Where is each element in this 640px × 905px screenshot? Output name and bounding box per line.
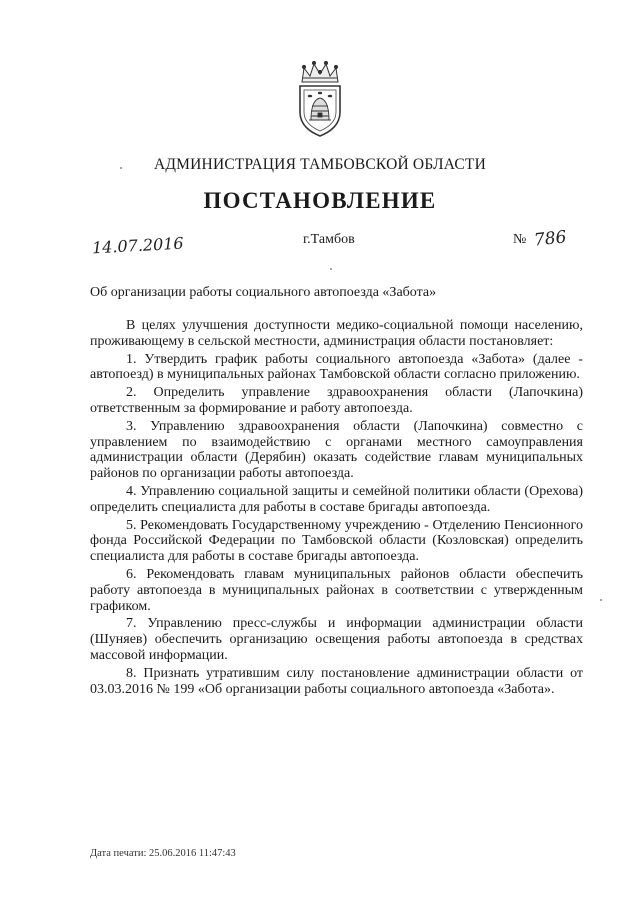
scan-speck <box>600 599 602 601</box>
scan-speck <box>330 268 332 270</box>
document-body <box>90 318 583 699</box>
city: г.Тамбов <box>303 232 355 247</box>
scan-speck <box>120 167 122 169</box>
number-label: № <box>513 232 527 247</box>
paragraph-item-3: 3. Управлению здравоохранения области (Лапочкина) совместно с управлением по взаимодействию с органами местного самоуправления администрации области (Дерябин) оказать содействие главам муниципальных районов по организации работы автопоезда. <box>90 418 583 482</box>
print-date-footer: Дата печати: 25.06.2016 11:47:43 <box>90 848 236 859</box>
paragraph-item-7: 7. Управлению пресс-службы и информации администрации области (Шуняев) обеспечить организацию освещения работы автопоезда в средствах массовой информации. <box>90 616 583 663</box>
paragraph-preamble: В целях улучшения доступности медико-социальной помощи населению, проживающему в сельской местности, администрация области постановляет: <box>90 318 583 349</box>
paragraph-item-2: 2. Определить управление здравоохранения области (Лапочкина) ответственным за формирование и работу автопоезда. <box>90 385 583 416</box>
paragraph-item-8: 8. Признать утратившим силу постановление администрации области от 03.03.2016 № 199 «Об организации работы социального автопоезда «Забота». <box>90 665 583 697</box>
handwritten-number: 786 <box>533 227 568 251</box>
document-type-title: ПОСТАНОВЛЕНИЕ <box>203 188 437 213</box>
paragraph-item-4: 4. Управлению социальной защиты и семейной политики области (Орехова) определить специалиста для работы в составе бригады автопоезда. <box>90 483 583 515</box>
handwritten-date: 14.07.2016 <box>91 233 185 258</box>
document-subject: Об организации работы социального автопоезда «Забота» <box>90 285 437 300</box>
paragraph-item-1: 1. Утвердить график работы социального автопоезда «Забота» (далее - автопоезд) в муниципальных районах Тамбовской области согласно приложению. <box>90 351 583 383</box>
organization-title: АДМИНИСТРАЦИЯ ТАМБОВСКОЙ ОБЛАСТИ <box>154 156 486 173</box>
paragraph-item-5: 5. Рекомендовать Государственному учреждению - Отделению Пенсионного фонда Российской Федерации по Тамбовской области (Козловская) определить специалиста для работы в составе бригады автопоезда. <box>90 517 583 565</box>
coat-of-arms-icon <box>294 60 346 138</box>
paragraph-item-6: 6. Рекомендовать главам муниципальных районов области обеспечить работу автопоезда в муниципальных районах в соответствии с утвержденным графиком. <box>90 566 583 614</box>
